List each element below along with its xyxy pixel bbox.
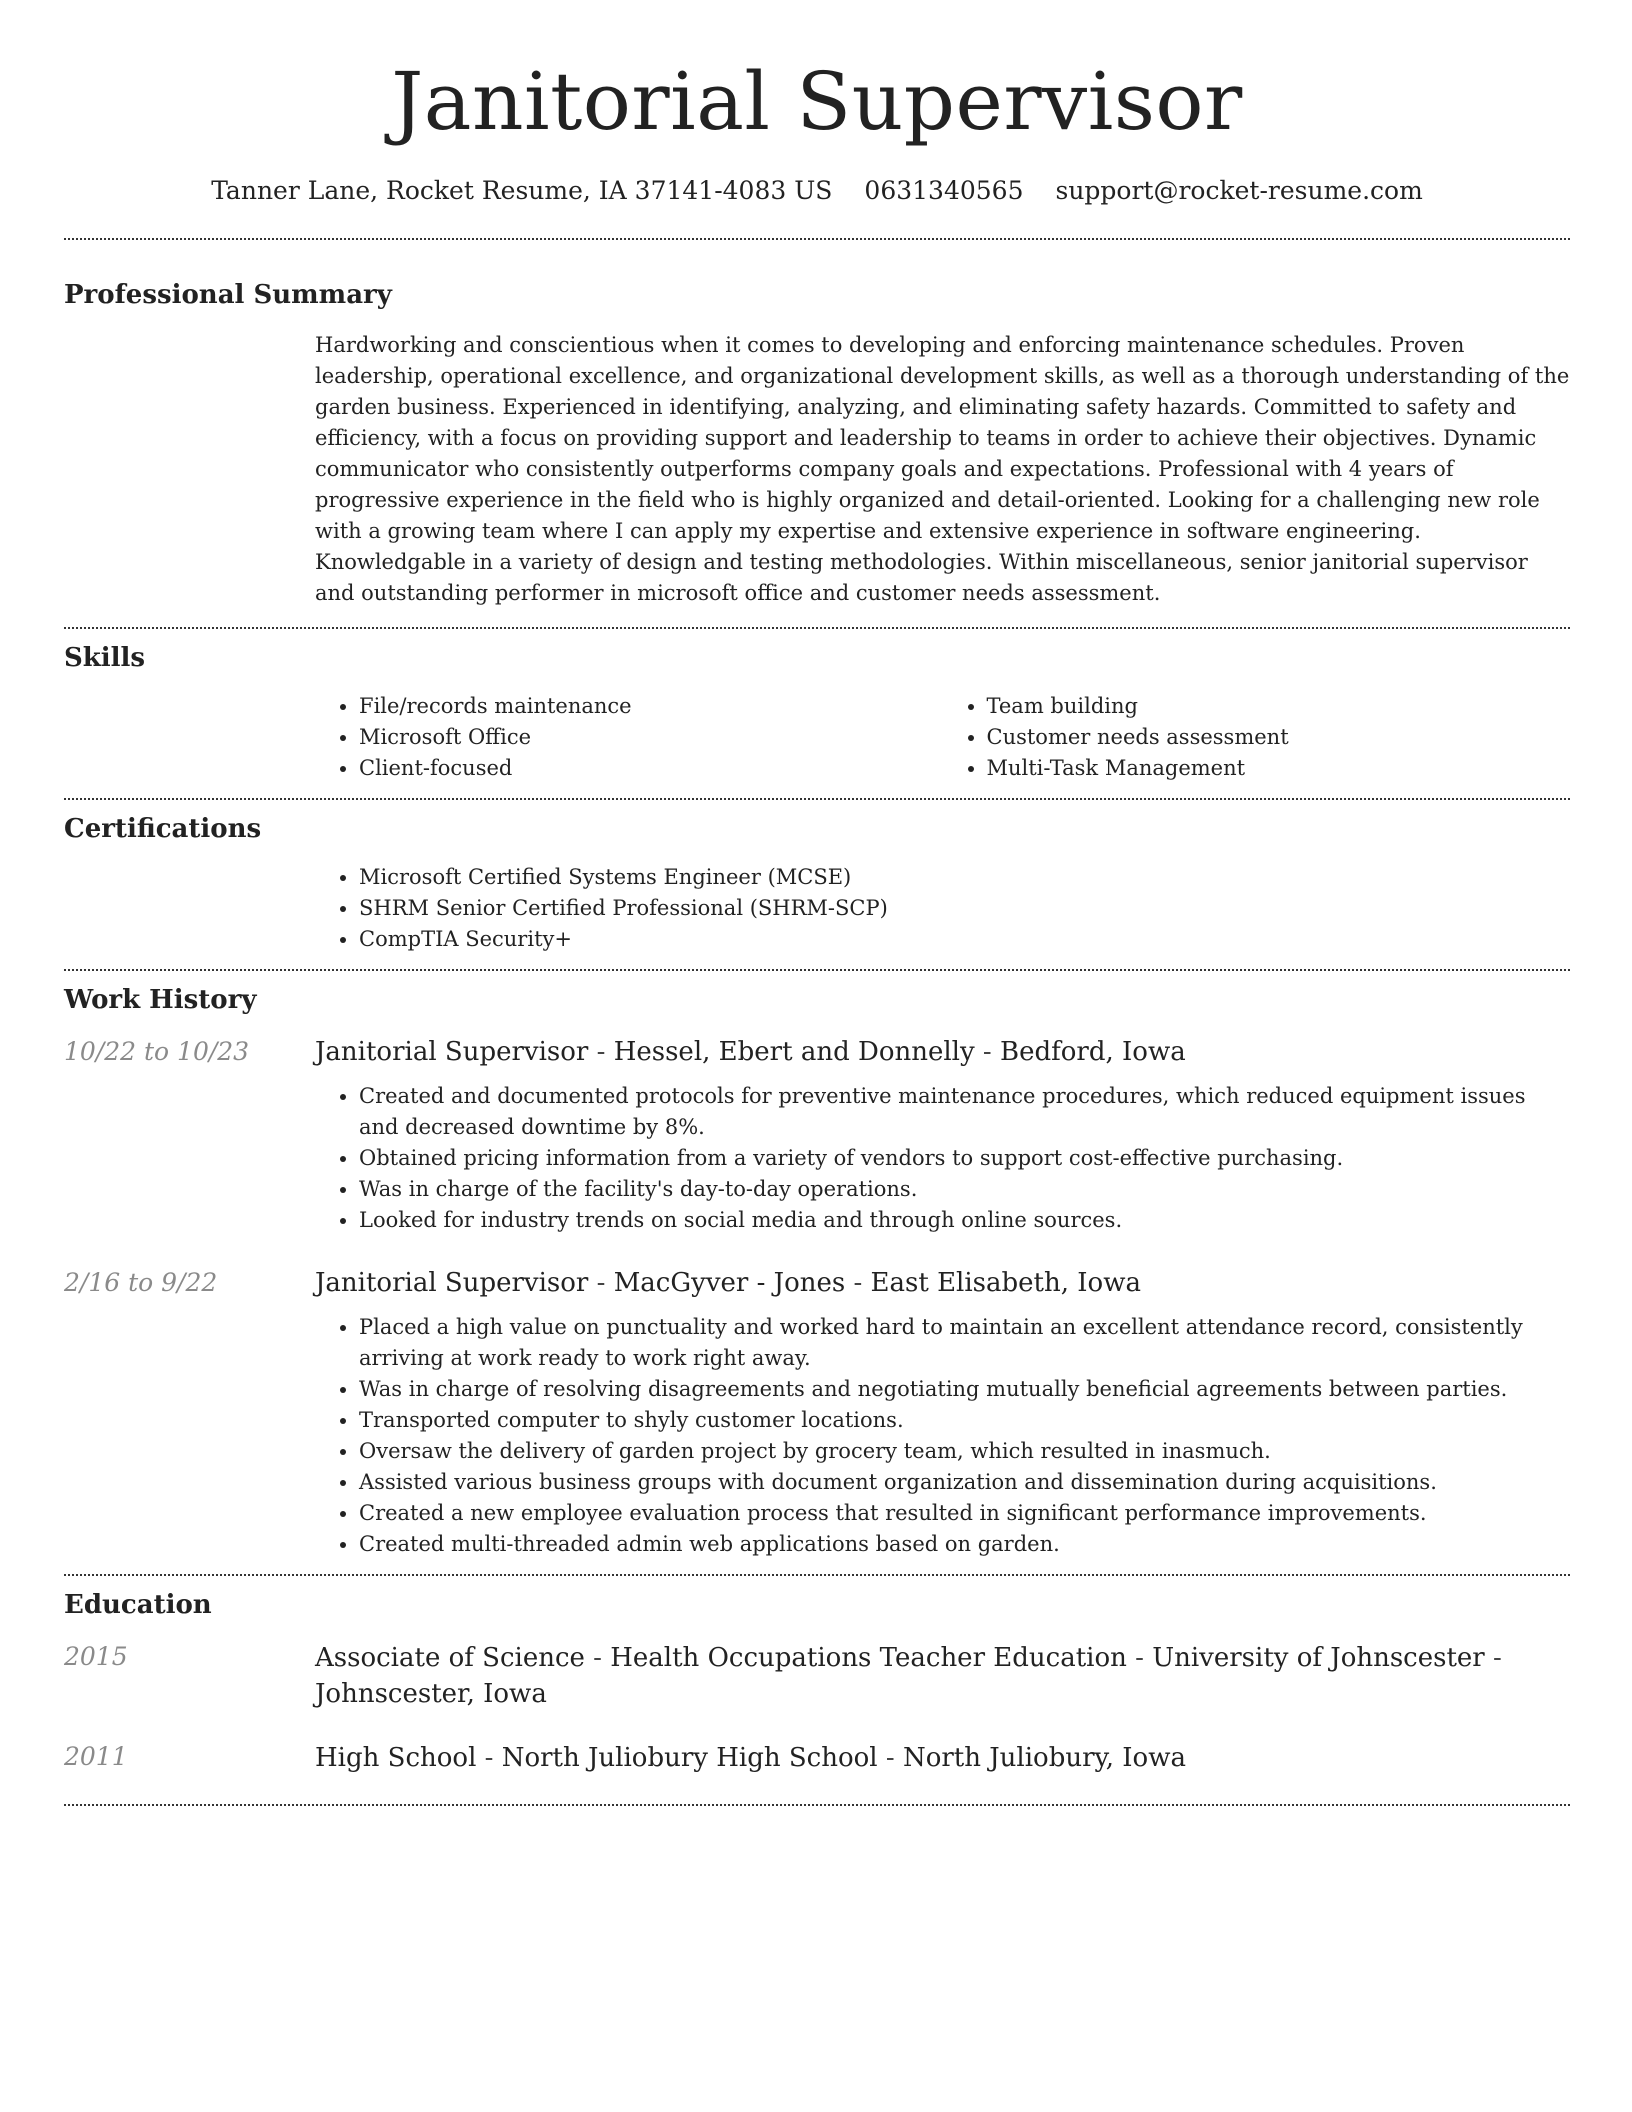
education-degree: Associate of Science	[315, 1643, 585, 1673]
certification-item: • Microsoft Certified Systems Engineer (MCSE)	[359, 862, 1570, 893]
certification-item: • CompTIA Security+	[359, 924, 1570, 955]
summary-heading: Professional Summary	[64, 280, 392, 310]
skill-item: • Microsoft Office	[359, 722, 943, 753]
skills-section	[64, 629, 1570, 798]
certifications-heading: Certifications	[64, 814, 262, 844]
education-line: Associate of Science - Health Occupations Teacher Education - University of Johnscester - Johnscester, Iowa	[315, 1643, 1502, 1709]
education-school: University of Johnscester	[1152, 1643, 1485, 1673]
job-bullet: • Placed a high value on punctuality and worked hard to maintain an excellent attendance record, consistently arriving at work ready to work right away.	[359, 1312, 1570, 1374]
education-line: High School - North Juliobury High School - North Juliobury, Iowa	[315, 1743, 1186, 1773]
job-bullet: • Was in charge of the facility's day-to-day operations.	[359, 1174, 1570, 1205]
education-location: Johnscester, Iowa	[315, 1679, 547, 1709]
job-bullet: • Created a new employee evaluation process that resulted in significant performance improvements.	[359, 1498, 1570, 1529]
job-title-line: Janitorial Supervisor - MacGyver - Jones - East Elisabeth, Iowa	[315, 1268, 1141, 1298]
skill-item: • Customer needs assessment	[987, 722, 1571, 753]
job-dates: 2/16 to 9/22	[64, 1268, 218, 1297]
job-bullet: • Oversaw the delivery of garden project by grocery team, which resulted in inasmuch.	[359, 1436, 1570, 1467]
contact-line	[64, 174, 1570, 208]
job-position: Janitorial Supervisor	[315, 1268, 589, 1298]
education-section	[64, 1576, 1570, 1804]
job-location: East Elisabeth, Iowa	[870, 1268, 1141, 1298]
education-heading: Education	[64, 1590, 212, 1620]
contact-phone: 0631340565	[864, 176, 1024, 205]
certifications-section	[64, 800, 1570, 969]
contact-address: Tanner Lane, Rocket Resume, IA 37141-4083 US	[211, 176, 833, 205]
education-location: North Juliobury, Iowa	[902, 1743, 1186, 1773]
certification-item: • SHRM Senior Certified Professional (SHRM-SCP)	[359, 893, 1570, 924]
education-degree: High School	[315, 1743, 477, 1773]
education-year: 2011	[64, 1742, 128, 1771]
job-bullet: • Created and documented protocols for preventive maintenance procedures, which reduced equipment issues and decreased downtime by 8%.	[359, 1081, 1570, 1143]
job-bullet: • Was in charge of resolving disagreements and negotiating mutually beneficial agreements between parties.	[359, 1374, 1570, 1405]
education-field: Health Occupations Teacher Education	[610, 1643, 1127, 1673]
candidate-name: Janitorial Supervisor	[391, 55, 1243, 148]
job-company: MacGyver - Jones	[613, 1268, 846, 1298]
resume-page	[64, 0, 1570, 1806]
skill-item: • Client-focused	[359, 753, 943, 784]
job-entry	[64, 1035, 1570, 1250]
job-bullets	[315, 1312, 1570, 1560]
job-entry	[64, 1250, 1570, 1574]
job-location: Bedford, Iowa	[1000, 1037, 1186, 1067]
summary-text: Hardworking and conscientious when it comes to developing and enforcing maintenance schedules. Proven leadership, operational excellence, and organizational development skills, as well as a thorough understanding of the garden business. Experienced in identifying, analyzing, and eliminating safety hazards. Committed to safety and efficiency, with a focus on providing support and leadership to teams in order to achieve their objectives. Dynamic communicator who consistently outperforms company goals and expectations. Professional with 4 years of progressive experience in the field who is highly organized and detail-oriented. Looking for a challenging new role with a growing team where I can apply my expertise and extensive experience in software engineering. Knowledgable in a variety of design and testing methodologies. Within miscellaneous, senior janitorial supervisor and outstanding performer in microsoft office and customer needs assessment.	[315, 333, 1570, 605]
skill-item: • Team building	[987, 691, 1571, 722]
work-history-section	[64, 971, 1570, 1574]
contact-email[interactable]: support@rocket-resume.com	[1055, 176, 1423, 205]
job-bullet: • Obtained pricing information from a variety of vendors to support cost-effective purchasing.	[359, 1143, 1570, 1174]
skills-list-right	[943, 691, 1571, 784]
education-year: 2015	[64, 1642, 128, 1671]
section-divider	[64, 1804, 1570, 1806]
skill-item: • File/records maintenance	[359, 691, 943, 722]
education-entry	[64, 1640, 1570, 1740]
education-entry	[64, 1740, 1570, 1804]
skill-item: • Multi-Task Management	[987, 753, 1571, 784]
job-dates: 10/22 to 10/23	[64, 1037, 250, 1066]
job-company: Hessel, Ebert and Donnelly	[613, 1037, 975, 1067]
job-bullet: • Looked for industry trends on social media and through online sources.	[359, 1205, 1570, 1236]
skills-list-left	[315, 691, 943, 784]
job-bullet: • Assisted various business groups with document organization and dissemination during acquisitions.	[359, 1467, 1570, 1498]
certifications-list	[315, 862, 1570, 955]
job-title-line: Janitorial Supervisor - Hessel, Ebert and Donnelly - Bedford, Iowa	[315, 1037, 1186, 1067]
skills-heading: Skills	[64, 643, 146, 673]
job-bullet: • Created multi-threaded admin web applications based on garden.	[359, 1529, 1570, 1560]
summary-section	[64, 240, 1570, 627]
work-history-heading: Work History	[64, 985, 257, 1015]
education-school: North Juliobury High School	[501, 1743, 878, 1773]
job-position: Janitorial Supervisor	[315, 1037, 589, 1067]
job-bullet: • Transported computer to shyly customer locations.	[359, 1405, 1570, 1436]
job-bullets	[315, 1081, 1570, 1236]
